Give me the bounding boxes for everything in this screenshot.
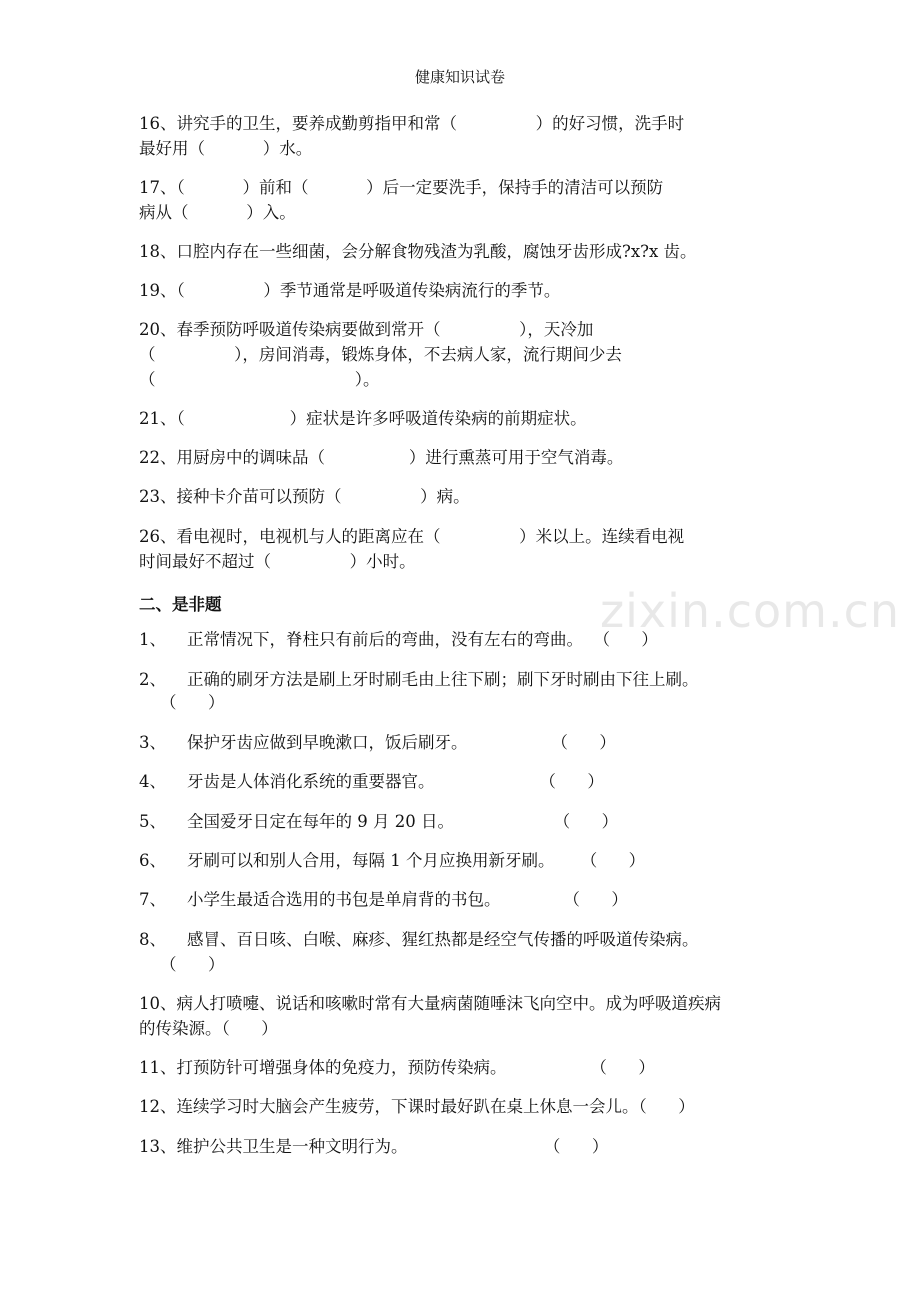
q26-line1: 26、看电视时，电视机与人的距离应在（ ）米以上。连续看电视 (139, 527, 685, 546)
tf7-line1: 7、 小学生最适合选用的书包是单肩背的书包。 （ ） (139, 890, 628, 909)
q20-line2: （ ），房间消毒，锻炼身体，不去病人家，流行期间少去 (139, 345, 622, 364)
q23-line1: 23、接种卡介苗可以预防（ ）病。 (139, 487, 470, 506)
tf2-line1: 2、 正确的刷牙方法是刷上牙时刷毛由上往下刷；刷下牙时刷由下往上刷。 (139, 670, 699, 689)
q16-line1: 16、讲究手的卫生，要养成勤剪指甲和常（ ）的好习惯，洗手时 (139, 114, 685, 133)
tf12-line1: 12、连续学习时大脑会产生疲劳，下课时最好趴在桌上休息一会儿。（ ） (139, 1097, 695, 1116)
q20-line1: 20、春季预防呼吸道传染病要做到常开（ ），天冷加 (139, 320, 594, 339)
q16-line2: 最好用（ ）水。 (139, 139, 313, 158)
tf13-line1: 13、维护公共卫生是一种文明行为。 （ ） (139, 1137, 609, 1156)
tf5-line1: 5、 全国爱牙日定在每年的 9 月 20 日。 （ ） (139, 812, 619, 831)
tf8-line2: （ ） (139, 955, 225, 974)
tf10-line1: 10、病人打喷嚏、说话和咳嗽时常有大量病菌随唾沫飞向空中。成为呼吸道疾病 (139, 994, 721, 1013)
q19-line1: 19、（ ）季节通常是呼吸道传染病流行的季节。 (139, 281, 561, 300)
tf1-line1: 1、 正常情况下，脊柱只有前后的弯曲，没有左右的弯曲。 （ ） (139, 630, 658, 649)
watermark: zixin.com.cn (600, 584, 901, 638)
tf3-line1: 3、 保护牙齿应做到早晚漱口，饭后刷牙。 （ ） (139, 733, 616, 752)
q22-line1: 22、用厨房中的调味品（ ）进行熏蒸可用于空气消毒。 (139, 448, 624, 467)
tf4-line1: 4、 牙齿是人体消化系统的重要器官。 （ ） (139, 772, 604, 791)
q26-line2: 时间最好不超过（ ）小时。 (139, 552, 416, 571)
page-header: 健康知识试卷 (414, 68, 505, 86)
tf8-line1: 8、 感冒、百日咳、白喉、麻疹、猩红热都是经空气传播的呼吸道传染病。 (139, 930, 699, 949)
q21-line1: 21、（ ）症状是许多呼吸道传染病的前期症状。 (139, 409, 587, 428)
tf10-line2: 的传染源。（ ） (139, 1019, 278, 1038)
section2-title: 二、是非题 (139, 595, 222, 614)
q17-line1: 17、（ ）前和（ ）后一定要洗手，保持手的清洁可以预防 (139, 178, 664, 197)
tf6-line1: 6、 牙刷可以和别人合用，每隔 1 个月应换用新牙刷。 （ ） (139, 851, 646, 870)
tf2-line2: （ ） (139, 693, 225, 712)
q17-line2: 病从（ ）入。 (139, 203, 296, 222)
q18-line1: 18、口腔内存在一些细菌，会分解食物残渣为乳酸，腐蚀牙齿形成?x?x 齿。 (139, 242, 697, 261)
q20-line3: （ ）。 (139, 370, 380, 389)
tf11-line1: 11、打预防针可增强身体的免疫力，预防传染病。 （ ） (139, 1058, 655, 1077)
